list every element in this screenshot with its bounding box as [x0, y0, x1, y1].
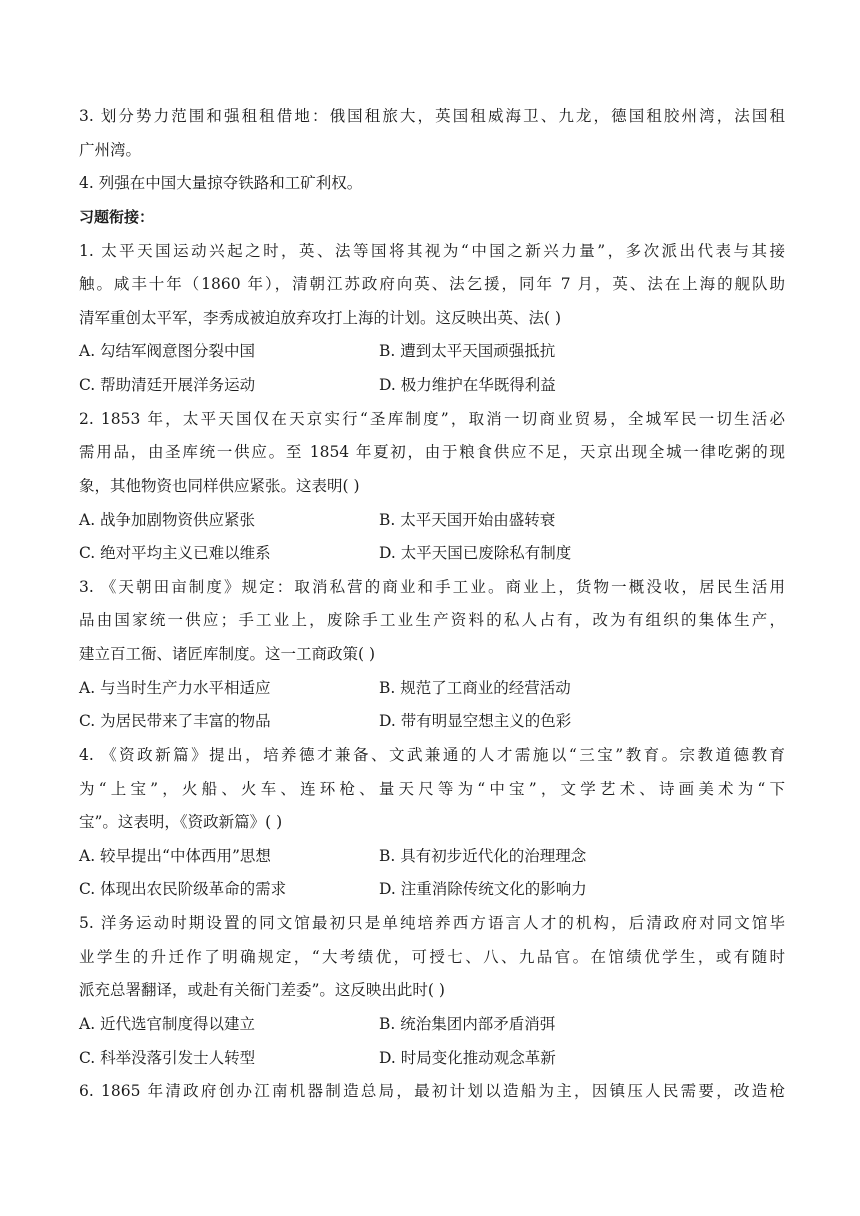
option-c: C. 为居民带来了丰富的物品	[79, 712, 271, 730]
question-3-line: 建立百工衙、诸匠库制度。这一工商政策( )	[79, 645, 376, 663]
option-b: B. 太平天国开始由盛转衰	[379, 511, 556, 529]
question-5-line: 派充总署翻译，或赴有关衙门差委”。这反映出此时( )	[79, 981, 445, 999]
option-a: A. 勾结军阀意图分裂中国	[79, 342, 256, 360]
option-d: D. 注重消除传统文化的影响力	[379, 880, 587, 898]
question-4-line: 4. 《资政新篇》提出，培养德才兼备、文武兼通的人才需施以“三宝”教育。宗教道德教育	[79, 746, 785, 764]
option-a: A. 与当时生产力水平相适应	[79, 679, 271, 697]
option-d: D. 太平天国已废除私有制度	[379, 544, 572, 562]
text-line: 3. 划分势力范围和强租租借地：俄国租旅大，英国租威海卫、九龙，德国租胶州湾，法国租	[79, 107, 785, 125]
text-line: 广州湾。	[79, 141, 142, 159]
question-3-line: 品由国家统一供应；手工业上，废除手工业生产资料的私人占有，改为有组织的集体生产，	[79, 611, 785, 629]
option-c: C. 科举没落引发士人转型	[79, 1049, 256, 1067]
option-d: D. 带有明显空想主义的色彩	[379, 712, 572, 730]
question-2-line: 2. 1853 年，太平天国仅在天京实行“圣库制度”，取消一切商业贸易，全城军民一切生活必	[79, 410, 785, 428]
option-c: C. 体现出农民阶级革命的需求	[79, 880, 287, 898]
question-6-line: 6. 1865 年清政府创办江南机器制造总局，最初计划以造船为主，因镇压人民需要，改造枪	[79, 1082, 785, 1100]
question-3-line: 3. 《天朝田亩制度》规定：取消私营的商业和手工业。商业上，货物一概没收，居民生活用	[79, 578, 785, 596]
question-5-line: 5. 洋务运动时期设置的同文馆最初只是单纯培养西方语言人才的机构，后清政府对同文馆毕	[79, 914, 785, 932]
option-b: B. 统治集团内部矛盾消弭	[379, 1015, 556, 1033]
option-b: B. 规范了工商业的经营活动	[379, 679, 571, 697]
question-1-line: 清军重创太平军，李秀成被迫放弃攻打上海的计划。这反映出英、法( )	[79, 309, 562, 327]
text-line: 4. 列强在中国大量掠夺铁路和工矿利权。	[79, 174, 363, 192]
question-4-line: 为“上宝”，火船、火车、连环枪、量天尺等为“中宝”，文学艺术、诗画美术为“下	[79, 780, 785, 798]
question-1-line: 1. 太平天国运动兴起之时，英、法等国将其视为“中国之新兴力量”，多次派出代表与其接	[79, 242, 785, 260]
section-heading: 习题衔接：	[79, 208, 155, 226]
option-c: C. 帮助清廷开展洋务运动	[79, 376, 256, 394]
option-d: D. 极力维护在华既得利益	[379, 376, 556, 394]
option-a: A. 较早提出“中体西用”思想	[79, 847, 271, 865]
option-c: C. 绝对平均主义已难以维系	[79, 544, 271, 562]
question-5-line: 业学生的升迁作了明确规定，“大考绩优，可授七、八、九品官。在馆绩优学生，或有随时	[79, 948, 785, 966]
question-2-line: 需用品，由圣库统一供应。至 1854 年夏初，由于粮食供应不足，天京出现全城一律吃粥的现	[79, 443, 785, 461]
option-a: A. 近代选官制度得以建立	[79, 1015, 256, 1033]
option-b: B. 遭到太平天国顽强抵抗	[379, 342, 556, 360]
question-2-line: 象，其他物资也同样供应紧张。这表明( )	[79, 477, 360, 495]
option-b: B. 具有初步近代化的治理理念	[379, 847, 587, 865]
option-a: A. 战争加剧物资供应紧张	[79, 511, 256, 529]
question-4-line: 宝”。这表明，《资政新篇》( )	[79, 813, 283, 831]
option-d: D. 时局变化推动观念革新	[379, 1049, 556, 1067]
question-1-line: 触。咸丰十年（1860 年），清朝江苏政府向英、法乞援，同年 7 月，英、法在上海的舰队助	[79, 275, 785, 293]
